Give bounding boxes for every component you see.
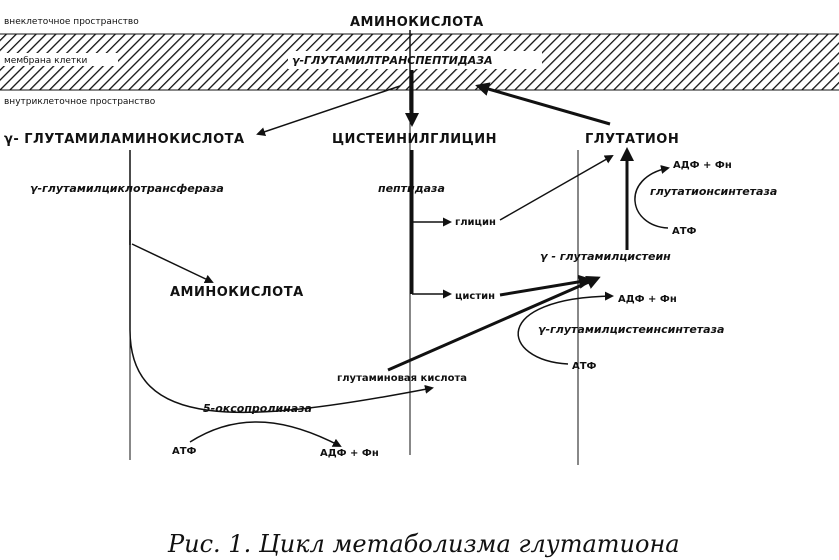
adp-pi-3-label: АДФ + Фн [320, 448, 379, 459]
zone-membrane: мембрана клетки [4, 56, 88, 66]
zone-intracellular: внутриклеточное пространство [4, 97, 156, 107]
arrow-to-amino-acid [132, 244, 212, 282]
cysteinylglycine-label: ЦИСТЕИНИЛГЛИЦИН [332, 132, 497, 147]
peptidase-label: пептидаза [378, 182, 445, 195]
arrow-ggt-to-g-glutamyl-amino-acid [258, 86, 400, 134]
glycine-label: глицин [455, 217, 496, 228]
gcs-synthetase-label: γ-глутамилцистеинсинтетаза [538, 323, 725, 336]
oxoprolinase-label: 5-оксопролиназа [203, 402, 312, 415]
atp-curve-glutathione-synthetase [635, 168, 668, 228]
g-glutamyl-amino-acid-label: γ- ГЛУТАМИЛАМИНОКИСЛОТА [4, 132, 245, 147]
arrow-glycine-to-glutathione [500, 156, 612, 220]
zone-extracellular: внеклеточное пространство [4, 17, 139, 27]
cyclotransferase-label: γ-глутамилциклотрансфераза [30, 182, 224, 195]
glutathione-synthetase-label: глутатионсинтетаза [650, 185, 778, 198]
glutathione-label: ГЛУТАТИОН [585, 132, 680, 147]
cystine-label: цистин [455, 291, 496, 302]
arrow-glutathione-to-ggt [478, 86, 610, 124]
atp-1-label: АТФ [672, 226, 697, 237]
atp-3-label: АТФ [172, 446, 197, 457]
ggt-enzyme-label: γ-ГЛУТАМИЛТРАНСПЕПТИДАЗА [292, 54, 493, 67]
g-glutamylcysteine-label: γ - глутамилцистеин [540, 250, 671, 263]
amino-acid-mid-label: АМИНОКИСЛОТА [170, 285, 304, 300]
atp-curve-oxoprolinase [190, 422, 340, 446]
atp-2-label: АТФ [572, 361, 597, 372]
adp-pi-1-label: АДФ + Фн [673, 160, 732, 171]
amino-acid-top-label: АМИНОКИСЛОТА [350, 15, 484, 30]
adp-pi-2-label: АДФ + Фн [618, 294, 677, 305]
figure-caption: Рис. 1. Цикл метаболизма глутатиона [168, 530, 680, 558]
glutamic-acid-label: глутаминовая кислота [337, 373, 468, 384]
